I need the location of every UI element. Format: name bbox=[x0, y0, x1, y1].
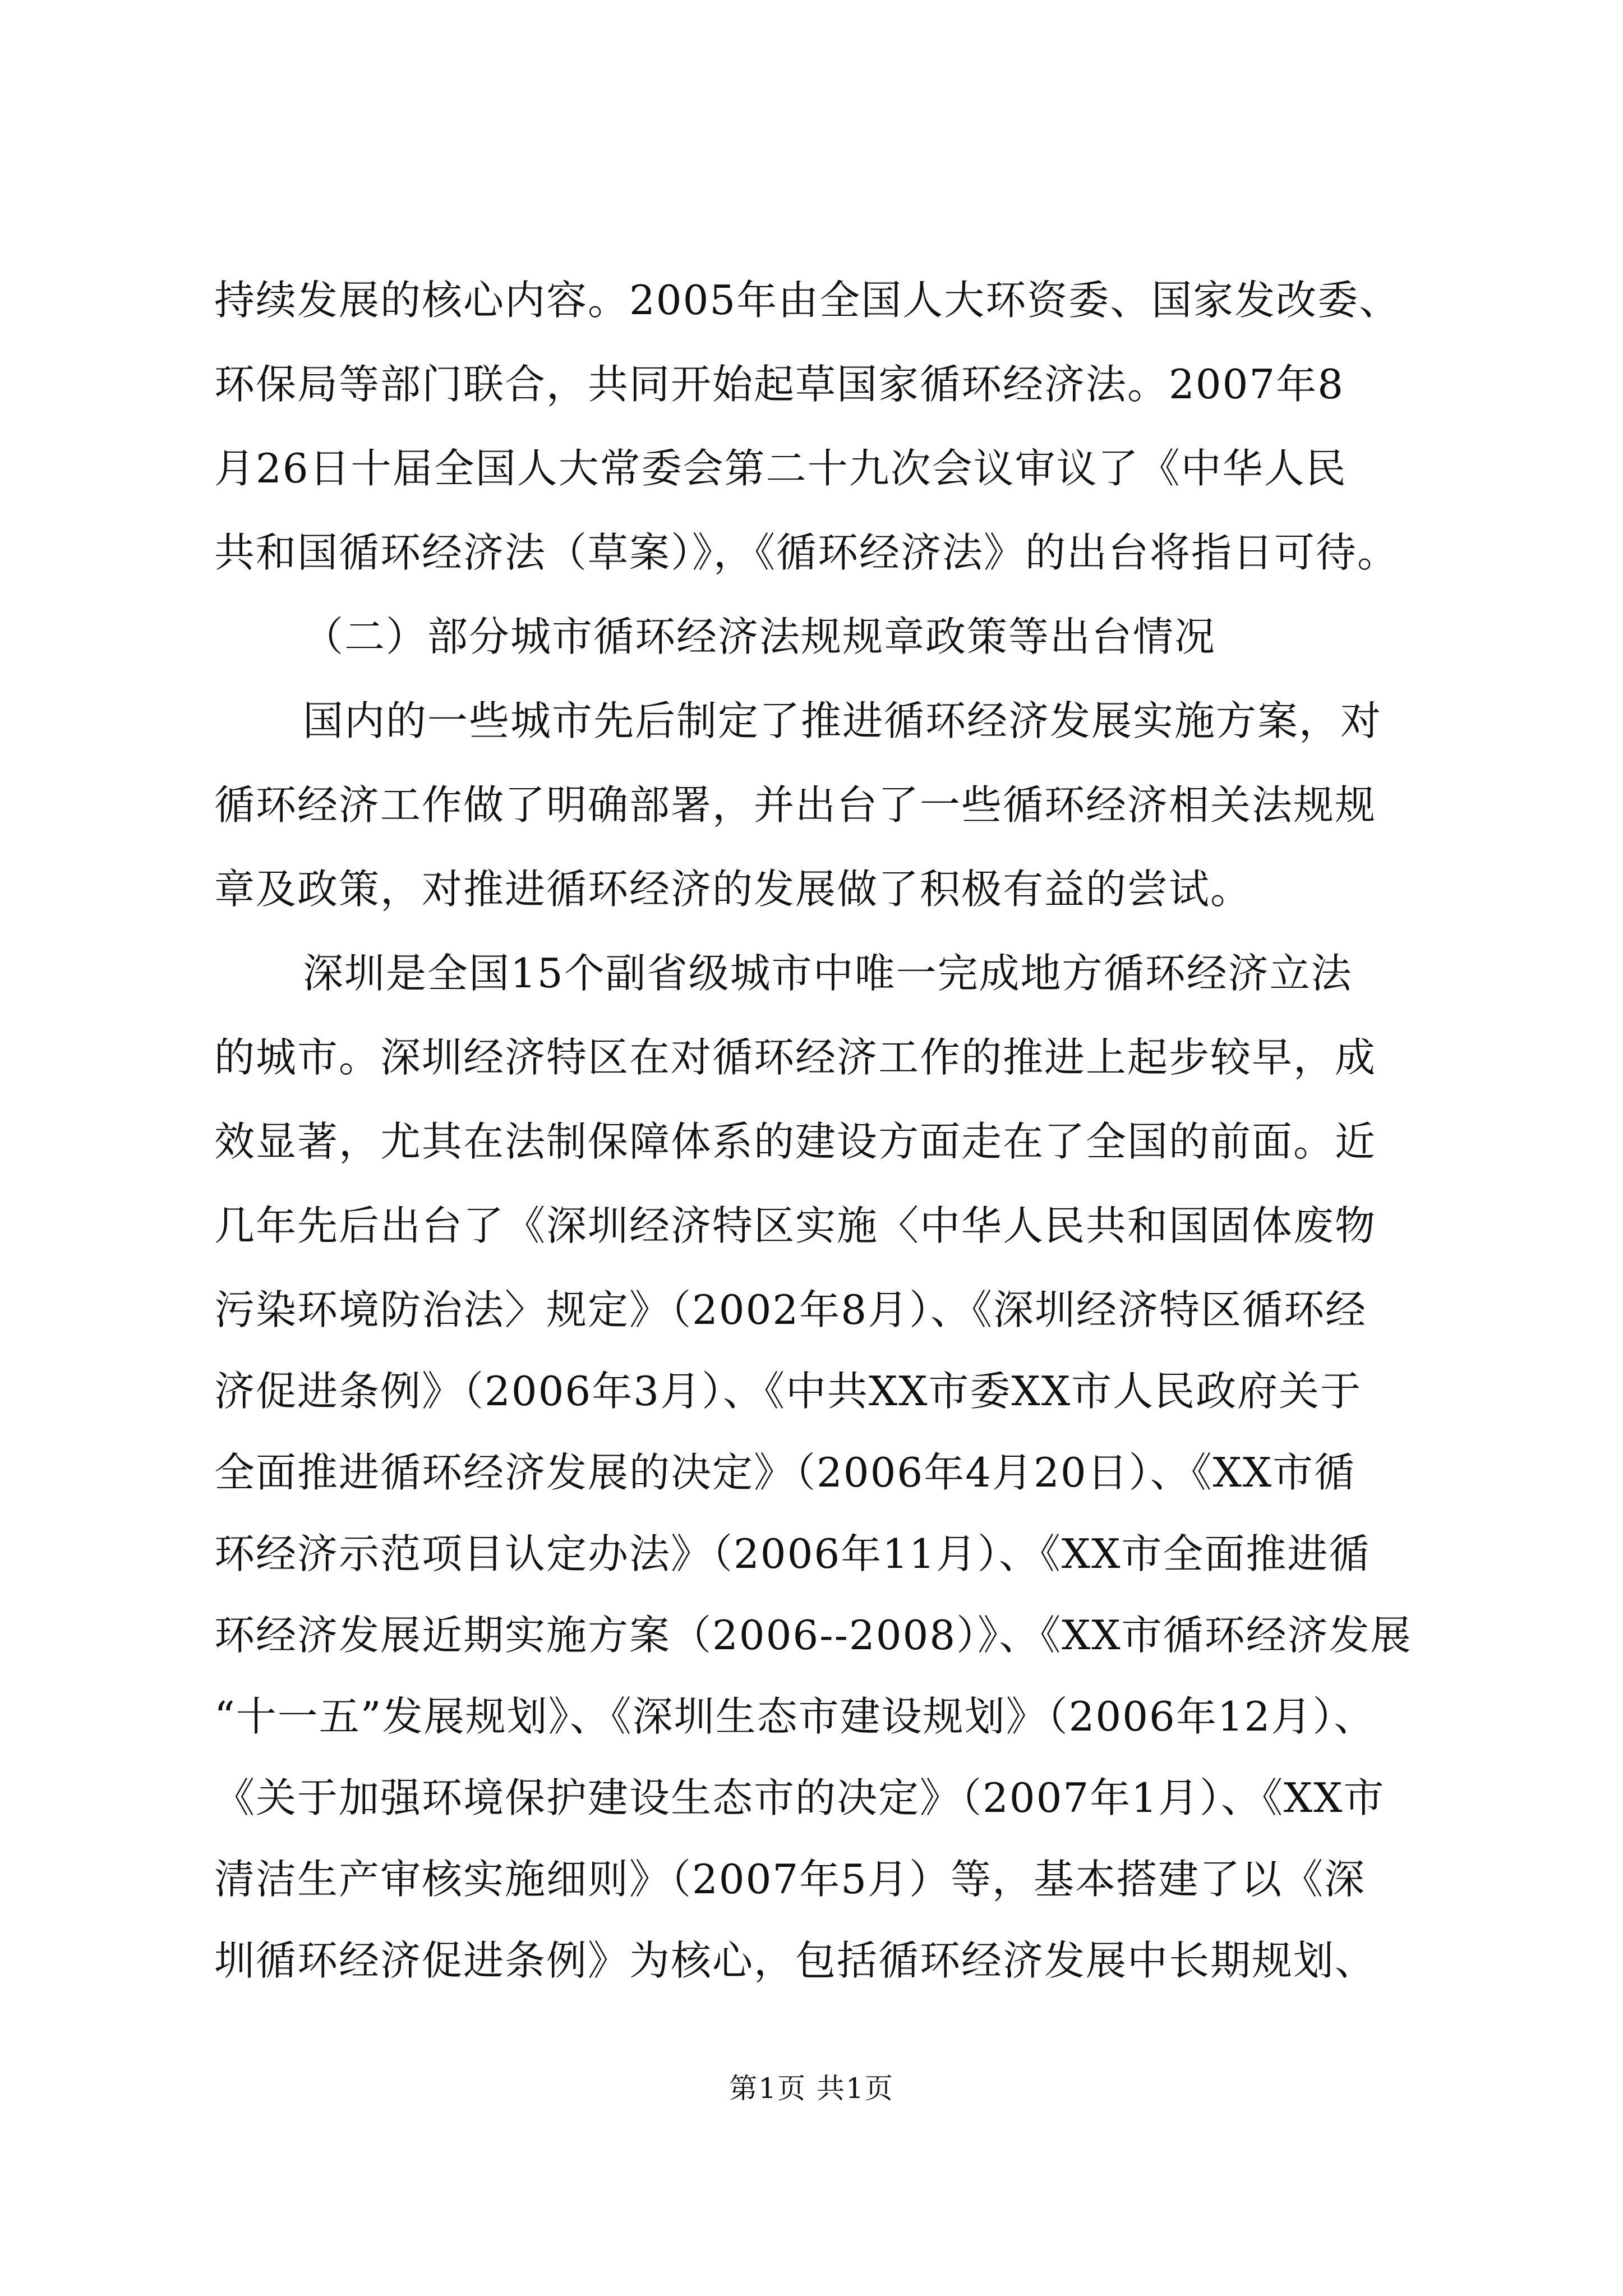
body-text-line: 几年先后出台了《深圳经济特区实施〈中华人民共和国固体废物 bbox=[214, 1202, 1377, 1249]
body-text-line: 环经济示范项目认定办法》（2006年11月）、《XX市全面推进循 bbox=[214, 1530, 1371, 1577]
body-text-line: 污染环境防治法〉规定》（2002年8月）、《深圳经济特区循环经 bbox=[214, 1286, 1367, 1333]
body-text-line: 《关于加强环境保护建设生态市的决定》（2007年1月）、《XX市 bbox=[214, 1774, 1385, 1821]
body-text-line: 清洁生产审核实施细则》（2007年5月）等，基本搭建了以《深 bbox=[214, 1856, 1366, 1903]
body-text-line: 持续发展的核心内容。2005年由全国人大环资委、国家发改委、 bbox=[214, 277, 1401, 324]
body-text-line: 效显著，尤其在法制保障体系的建设方面走在了全国的前面。近 bbox=[214, 1118, 1377, 1165]
body-text-line: 月26日十届全国人大常委会第二十九次会议审议了《中华人民 bbox=[214, 445, 1347, 492]
body-text-line: “十一五”发展规划》、《深圳生态市建设规划》（2006年12月）、 bbox=[214, 1693, 1376, 1740]
body-text-line: 循环经济工作做了明确部署，并出台了一些循环经济相关法规规 bbox=[214, 781, 1377, 829]
body-text-line: 共和国循环经济法（草案）》，《循环经济法》的出台将指日可待。 bbox=[214, 529, 1399, 576]
body-text-line: 国内的一些城市先后制定了推进循环经济发展实施方案，对 bbox=[303, 697, 1382, 744]
body-text-line: 全面推进循环经济发展的决定》（2006年4月20日）、《XX市循 bbox=[214, 1449, 1356, 1496]
body-text-line: 济促进条例》（2006年3月）、《中共XX市委XX市人民政府关于 bbox=[214, 1368, 1362, 1415]
body-text-line: 环保局等部门联合，共同开始起草国家循环经济法。2007年8 bbox=[214, 361, 1345, 408]
body-text-line: 深圳是全国15个副省级城市中唯一完成地方循环经济立法 bbox=[303, 950, 1353, 997]
section-heading: （二）部分城市循环经济法规规章政策等出台情况 bbox=[303, 613, 1216, 660]
body-text-line: 的城市。深圳经济特区在对循环经济工作的推进上起步较早，成 bbox=[214, 1034, 1377, 1081]
body-text-line: 环经济发展近期实施方案（2006--2008）》、《XX市循环经济发展 bbox=[214, 1612, 1412, 1659]
page-number: 第1页 共1页 bbox=[729, 2072, 894, 2105]
body-text-line: 章及政策，对推进循环经济的发展做了积极有益的尝试。 bbox=[214, 866, 1252, 913]
body-text-line: 圳循环经济促进条例》为核心，包括循环经济发展中长期规划、 bbox=[214, 1937, 1377, 1984]
